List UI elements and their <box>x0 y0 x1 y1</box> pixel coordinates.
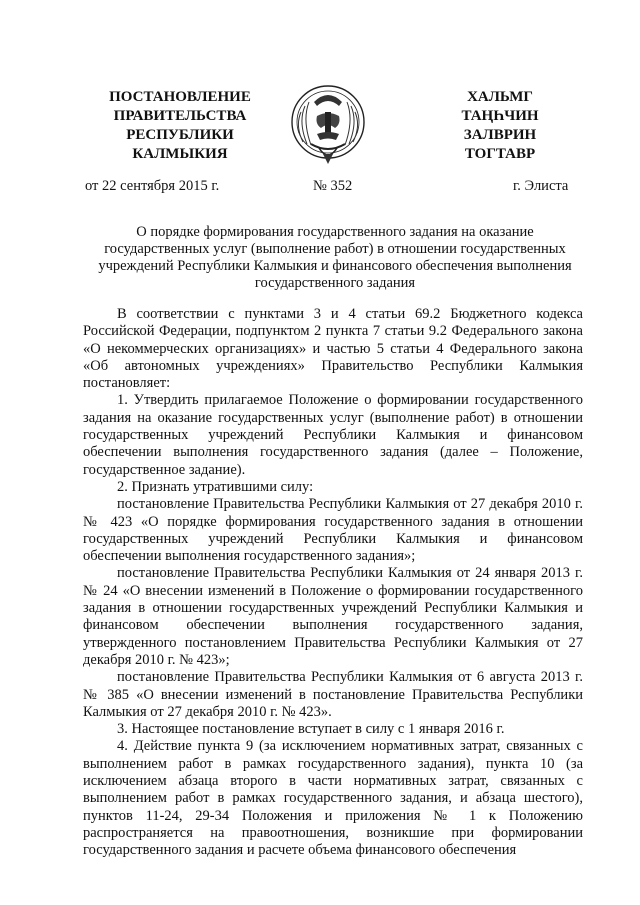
header-line: ТОГТАВР <box>464 146 536 162</box>
document-number: № 352 <box>313 178 353 194</box>
header-line: ТАҢҺЧИН <box>461 108 539 124</box>
subject-line: государственных услуг (выполнение работ) в отношении государственных <box>104 241 566 257</box>
header-line: ПОСТАНОВЛЕНИЕ <box>109 89 251 105</box>
header-title-russian <box>85 88 275 164</box>
document-date: от 22 сентября 2015 г. <box>85 178 220 194</box>
document-subject <box>70 224 600 292</box>
header-title-kalmyk <box>440 88 560 164</box>
paragraph-item-1: 1. Утвердить прилагаемое Положение о формировании государственного задания на оказание государственных услуг (выполнение работ) в отношении государственных учреждений Республики Калмыкия и финансовом обеспечении выполнения государственного задания (далее – Положение, государственное задание). <box>83 392 583 478</box>
header-line: ХАЛЬМГ <box>467 89 533 105</box>
document-city: г. Элиста <box>513 178 569 194</box>
paragraph-item-4: 4. Действие пункта 9 (за исключением нормативных затрат, связанных с выполнением работ в рамках государственного задания), пункта 10 (за исключением абзаца второго в части нормативных затрат, связанных с выполнением работ в рамках государственного задания, и абзаца шестого), пунктов 11-24, 29-34 Положения и приложения № 1 к Положению распространяется на правоотношения, возникшие при формировании государственного задания и расчете объема финансового обеспечения <box>83 738 583 859</box>
paragraph-repealed-3: постановление Правительства Республики Калмыкия от 6 августа 2013 г. № 385 «О внесении изменений в постановление Правительства Республики Калмыкия от 27 декабря 2010 г. № 423». <box>83 669 583 720</box>
paragraph-repealed-1: постановление Правительства Республики Калмыкия от 27 декабря 2010 г. № 423 «О порядке формирования государственного задания в отношении государственных учреждений Республики Калмыкия и финансовом обеспечении выполнения государственного задания»; <box>83 496 583 565</box>
subject-line: О порядке формирования государственного задания на оказание <box>136 224 534 240</box>
header-line: РЕСПУБЛИКИ <box>126 127 234 143</box>
header-line: ЗАЛВРИН <box>463 127 537 143</box>
subject-line: учреждений Республики Калмыкия и финансового обеспечения выполнения <box>98 258 572 274</box>
paragraph-repealed-2: постановление Правительства Республики Калмыкия от 24 января 2013 г. № 24 «О внесении изменений в Положение о формировании государственного задания в отношении государственных учреждений Республики Калмыкия и финансовом обеспечении выполнения государственного задания, утвержденного постановлением Правительства Республики Калмыкия от 27 декабря 2010 г. № 423»; <box>83 565 583 668</box>
document-body <box>83 306 583 860</box>
header-line: ПРАВИТЕЛЬСТВА <box>113 108 247 124</box>
header-line: КАЛМЫКИЯ <box>132 146 228 162</box>
paragraph-item-3: 3. Настоящее постановление вступает в силу с 1 января 2016 г. <box>117 721 505 738</box>
paragraph-preamble: В соответствии с пунктами 3 и 4 статьи 69.2 Бюджетного кодекса Российской Федерации, подпунктом 2 пункта 7 статьи 9.2 Федерального закона «О некоммерческих организациях» и частью 5 статьи 4 Федерального закона «Об автономных учреждениях» Правительство Республики Калмыкия постановляет: <box>83 306 583 392</box>
subject-line: государственного задания <box>254 275 416 291</box>
paragraph-item-2: 2. Признать утратившими силу: <box>117 478 314 495</box>
kalmykia-coat-of-arms-icon <box>289 82 367 166</box>
